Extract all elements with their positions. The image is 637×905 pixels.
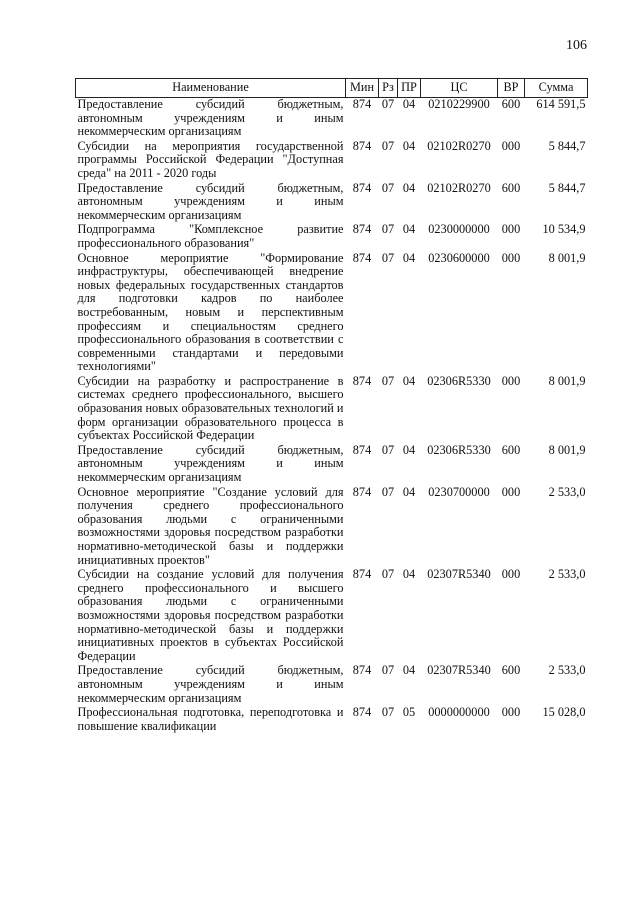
row-min: 874 (352, 484, 372, 499)
budget-table (75, 78, 588, 734)
table-row (76, 182, 588, 224)
row-cs: 02306R5330 (427, 442, 491, 457)
table-body (76, 98, 588, 735)
row-sum: 5 844,7 (548, 180, 586, 195)
row-name: Предоставление субсидий бюджетным, автономным учреждениям и иным некоммерческим организациям (77, 180, 344, 222)
row-sum: 15 028,0 (542, 705, 586, 720)
row-vr: 000 (501, 484, 521, 499)
row-pr: 04 (402, 180, 416, 195)
header-sum: Сумма (525, 79, 588, 98)
row-rz: 07 (381, 442, 395, 457)
row-rz: 07 (381, 138, 395, 153)
table-row (76, 252, 588, 375)
row-name: Субсидии на разработку и распространение в системах среднего профессионального, высшего образования новых образовательных технологий и форм организации образовательного процесса в субъектах Российской Федерации (77, 373, 344, 443)
row-cs: 02102R0270 (427, 138, 491, 153)
row-cs: 0000000000 (428, 705, 490, 720)
row-sum: 8 001,9 (548, 250, 586, 265)
row-cs: 02306R5330 (427, 373, 491, 388)
row-vr: 000 (501, 222, 521, 237)
row-sum: 8 001,9 (548, 442, 586, 457)
row-min: 874 (352, 442, 372, 457)
row-vr: 600 (501, 442, 521, 457)
header-cs: ЦС (421, 79, 498, 98)
header-vr: ВР (498, 79, 525, 98)
row-sum: 2 533,0 (548, 567, 586, 582)
table-row (76, 375, 588, 444)
row-min: 874 (352, 373, 372, 388)
row-min: 874 (352, 222, 372, 237)
table-row (76, 568, 588, 664)
header-name: Наименование (76, 79, 346, 98)
table-row (76, 223, 588, 251)
row-name: Подпрограмма "Комплексное развитие профессионального образования" (77, 222, 344, 250)
row-name: Субсидии на создание условий для получения среднего профессионального и высшего образования людьми с ограниченными возможностями здоровья посредством разработки нормативно-методической базы и поддержки инициативных проектов в субъектах Российской Федерации (77, 567, 344, 663)
row-vr: 600 (501, 663, 521, 678)
row-name: Основное мероприятие "Создание условий для получения среднего профессионального образования людьми с ограниченными возможностями здоровья посредством разработки нормативно-методической базы и поддержки инициативных проектов" (77, 484, 344, 567)
row-rz: 07 (381, 222, 395, 237)
row-sum: 614 591,5 (536, 97, 586, 111)
row-sum: 2 533,0 (548, 663, 586, 678)
row-rz: 07 (381, 250, 395, 265)
row-rz: 07 (381, 180, 395, 195)
row-min: 874 (352, 663, 372, 678)
header-rz: Рз (379, 79, 398, 98)
row-name: Предоставление субсидий бюджетным, автономным учреждениям и иным некоммерческим организациям (77, 97, 344, 139)
row-pr: 04 (402, 663, 416, 678)
row-pr: 04 (402, 567, 416, 582)
row-rz: 07 (381, 567, 395, 582)
table-row (76, 706, 588, 734)
table-row (76, 444, 588, 486)
row-cs: 0230000000 (428, 222, 490, 237)
table-header-row (76, 79, 588, 98)
table-row (76, 664, 588, 706)
row-sum: 8 001,9 (548, 373, 586, 388)
row-rz: 07 (381, 705, 395, 720)
table-row (76, 98, 588, 140)
row-vr: 600 (501, 180, 521, 195)
row-pr: 04 (402, 250, 416, 265)
row-rz: 07 (381, 663, 395, 678)
row-name: Основное мероприятие "Формирование инфраструктуры, обеспечивающей внедрение новых федеральных государственных стандартов для подготовки кадров по наиболее востребованным, новым и перспективным профессиям и специальностям среднего профессионального образования в соответствии с современными стандартами и передовыми технологиями" (77, 250, 344, 374)
row-vr: 000 (501, 567, 521, 582)
row-pr: 04 (402, 442, 416, 457)
row-sum: 2 533,0 (548, 484, 586, 499)
row-pr: 04 (402, 484, 416, 499)
row-pr: 04 (402, 97, 416, 111)
row-pr: 04 (402, 222, 416, 237)
row-pr: 05 (402, 705, 416, 720)
row-pr: 04 (402, 373, 416, 388)
row-cs: 02307R5340 (427, 663, 491, 678)
row-rz: 07 (381, 373, 395, 388)
header-pr: ПР (398, 79, 421, 98)
row-min: 874 (352, 180, 372, 195)
row-sum: 5 844,7 (548, 138, 586, 153)
row-pr: 04 (402, 138, 416, 153)
row-name: Предоставление субсидий бюджетным, автономным учреждениям и иным некоммерческим организациям (77, 442, 344, 485)
row-rz: 07 (381, 97, 395, 111)
row-vr: 600 (501, 97, 521, 111)
header-min: Мин (346, 79, 379, 98)
row-cs: 0230700000 (428, 484, 490, 499)
row-cs: 0210229900 (428, 97, 490, 111)
row-vr: 000 (501, 250, 521, 265)
row-vr: 000 (501, 138, 521, 153)
row-name: Профессиональная подготовка, переподготовка и повышение квалификации (77, 705, 344, 733)
row-rz: 07 (381, 484, 395, 499)
row-min: 874 (352, 250, 372, 265)
row-min: 874 (352, 138, 372, 153)
row-cs: 0230600000 (428, 250, 490, 265)
page-number: 106 (566, 38, 587, 53)
row-name: Субсидии на мероприятия государственной программы Российской Федерации "Доступная среда" на 2011 - 2020 годы (77, 138, 344, 180)
row-cs: 02307R5340 (427, 567, 491, 582)
row-vr: 000 (501, 705, 521, 720)
row-sum: 10 534,9 (542, 222, 586, 237)
row-name: Предоставление субсидий бюджетным, автономным учреждениям и иным некоммерческим организациям (77, 663, 344, 705)
row-min: 874 (352, 567, 372, 582)
row-cs: 02102R0270 (427, 180, 491, 195)
table-row (76, 486, 588, 569)
row-vr: 000 (501, 373, 521, 388)
table-row (76, 140, 588, 182)
row-min: 874 (352, 97, 372, 111)
row-min: 874 (352, 705, 372, 720)
